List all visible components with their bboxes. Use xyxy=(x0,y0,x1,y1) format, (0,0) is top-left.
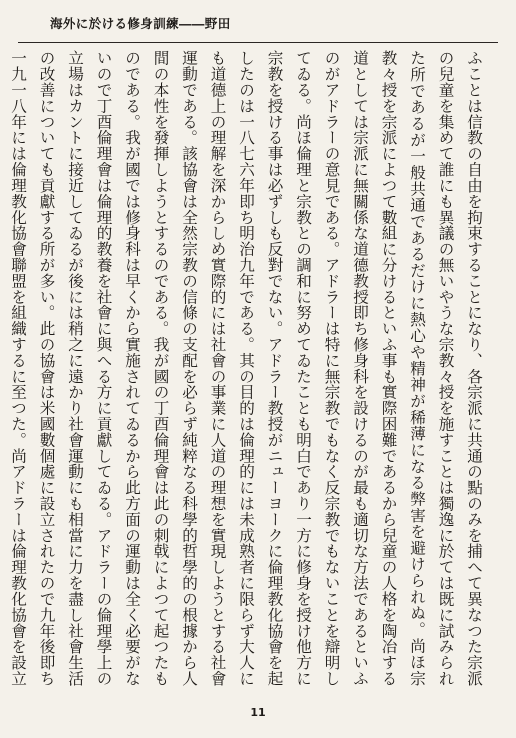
body-text-column xyxy=(9,50,488,686)
running-head xyxy=(0,6,516,40)
body-text: ふことは信教の自由を拘束することになり、各宗派に共通の點のみを捕へて異なつた宗派の兒童を集めて誰にも異議の無いやうな宗教々授を施すことは獨逸に於ては既に試みられた所であるが一般共通であるだけに熱心や精神が稀薄になる弊害を避けられぬ。尚ほ宗教々授を宗派によつて數組に分けるといふ事も實際困難であるから兒童の人格を陶冶する道としては宗派に無關係な道德教授即ち修身科を設けるのが最も適切な方法であるといふのがアドラーの意見である。アドラーは特に無宗教でもなく反宗教でもないことを辯明してゐる。尚ほ倫理と宗教との調和に努めてゐたことも明白であり一方に修身を授け他方に宗教を授ける事は必ずしも反對でない。アドラー教授がニューヨークに倫理教化協會を起したのは一八七六年即ち明治九年である。其の目的は倫理的には未成熟者に限らず大人にも道德上の理解を深からしめ實際的には社會の事業に人道の理想を實現しようとする社會運動である。該協會は全然宗教の信條の支配を必らず純粹なる科學的哲學的の根據から人間の本性を發揮しようとするのである。我が國の丁酉倫理會は此の刺戟によつて起つたものである。我が國では修身科は早くから實施されてゐるから此方面の運動は全く必要がないので丁酉倫理會は倫理的教養を社會に與へる方に貢獻してゐる。アドラーの倫理學上の立場はカントに接近してゐるが後には稍之に遠かり社會運動にも相當に力を盡し社會生活の改善についても貢獻する所が多い。此の協會は米國數個處に設立されたので九年後即ち一九一八年には倫理教化協會聯盟を組織するに至つた。尚アドラーは倫理教化協會を設立 xyxy=(9,50,483,686)
running-head-title: 海外に於ける修身訓練――野田 xyxy=(50,16,231,31)
page-number: 11 xyxy=(250,706,266,719)
header-rule xyxy=(18,42,498,43)
